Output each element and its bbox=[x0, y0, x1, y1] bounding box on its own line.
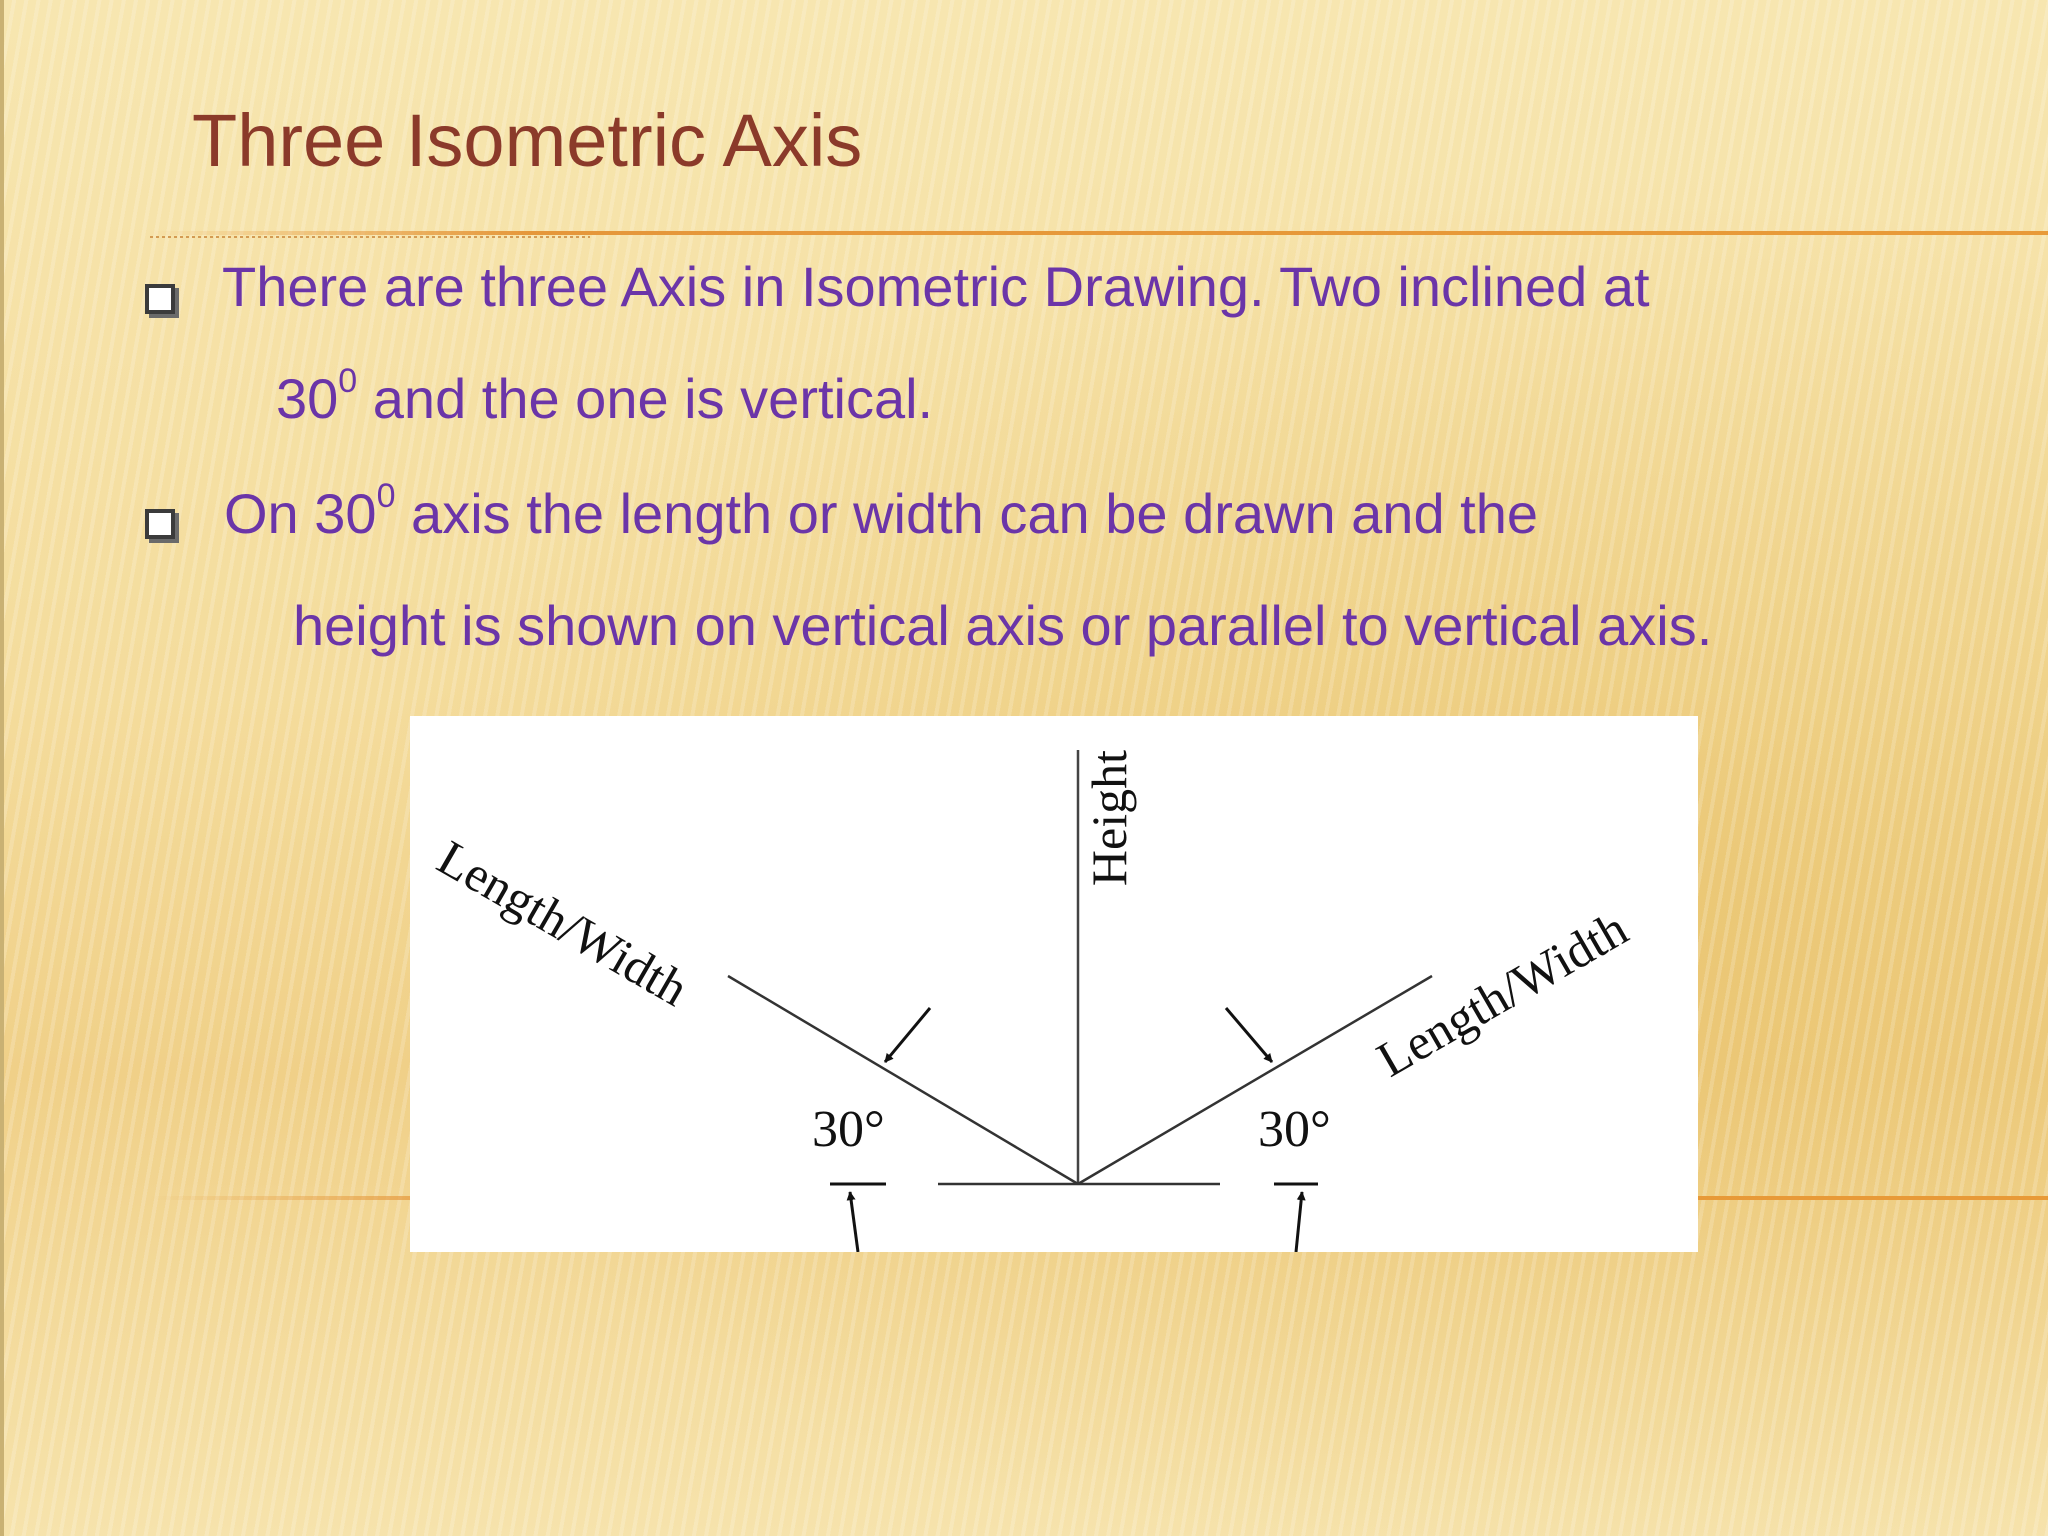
left-axis-label: Length/Width bbox=[428, 829, 698, 1017]
right-angle-arrow-lower bbox=[1296, 1192, 1302, 1252]
height-axis-label: Height bbox=[1081, 750, 1137, 887]
bullet-2-degree-superscript: 0 bbox=[376, 477, 396, 515]
bullet-2-angle-value: On 30 bbox=[224, 482, 377, 545]
bullet-1-line-2-text: and the one is vertical. bbox=[357, 367, 934, 430]
title-divider-dotted bbox=[150, 236, 590, 238]
bullet-square-icon bbox=[145, 509, 175, 539]
bullet-1-degree-superscript: 0 bbox=[338, 362, 358, 400]
bullet-1-line-1: There are three Axis in Isometric Drawing. Two inclined at bbox=[222, 255, 1650, 318]
bullet-1-line-2 bbox=[276, 362, 934, 431]
isometric-axes-diagram bbox=[410, 716, 1698, 1252]
title-divider bbox=[150, 231, 2048, 235]
bullet-2-line-1-text: axis the length or width can be drawn and the bbox=[395, 482, 1538, 545]
isometric-axes-svg bbox=[410, 716, 1698, 1252]
right-isometric-axis-line bbox=[1078, 976, 1432, 1184]
right-angle-label: 30° bbox=[1258, 1101, 1331, 1158]
left-angle-arrow-upper bbox=[885, 1008, 930, 1062]
bullet-2-line-2: height is shown on vertical axis or parallel to vertical axis. bbox=[293, 594, 1713, 657]
slide-left-border bbox=[0, 0, 4, 1536]
bullet-2-line-1 bbox=[224, 477, 1538, 546]
right-axis-label: Length/Width bbox=[1367, 899, 1637, 1088]
right-angle-arrow-upper bbox=[1226, 1008, 1272, 1062]
left-isometric-axis-line bbox=[728, 976, 1078, 1184]
slide-title: Three Isometric Axis bbox=[192, 99, 863, 182]
bullet-square-icon bbox=[145, 284, 175, 314]
bullet-1-angle-value: 30 bbox=[276, 367, 339, 430]
left-angle-label: 30° bbox=[812, 1101, 885, 1158]
left-angle-arrow-lower bbox=[850, 1192, 858, 1252]
